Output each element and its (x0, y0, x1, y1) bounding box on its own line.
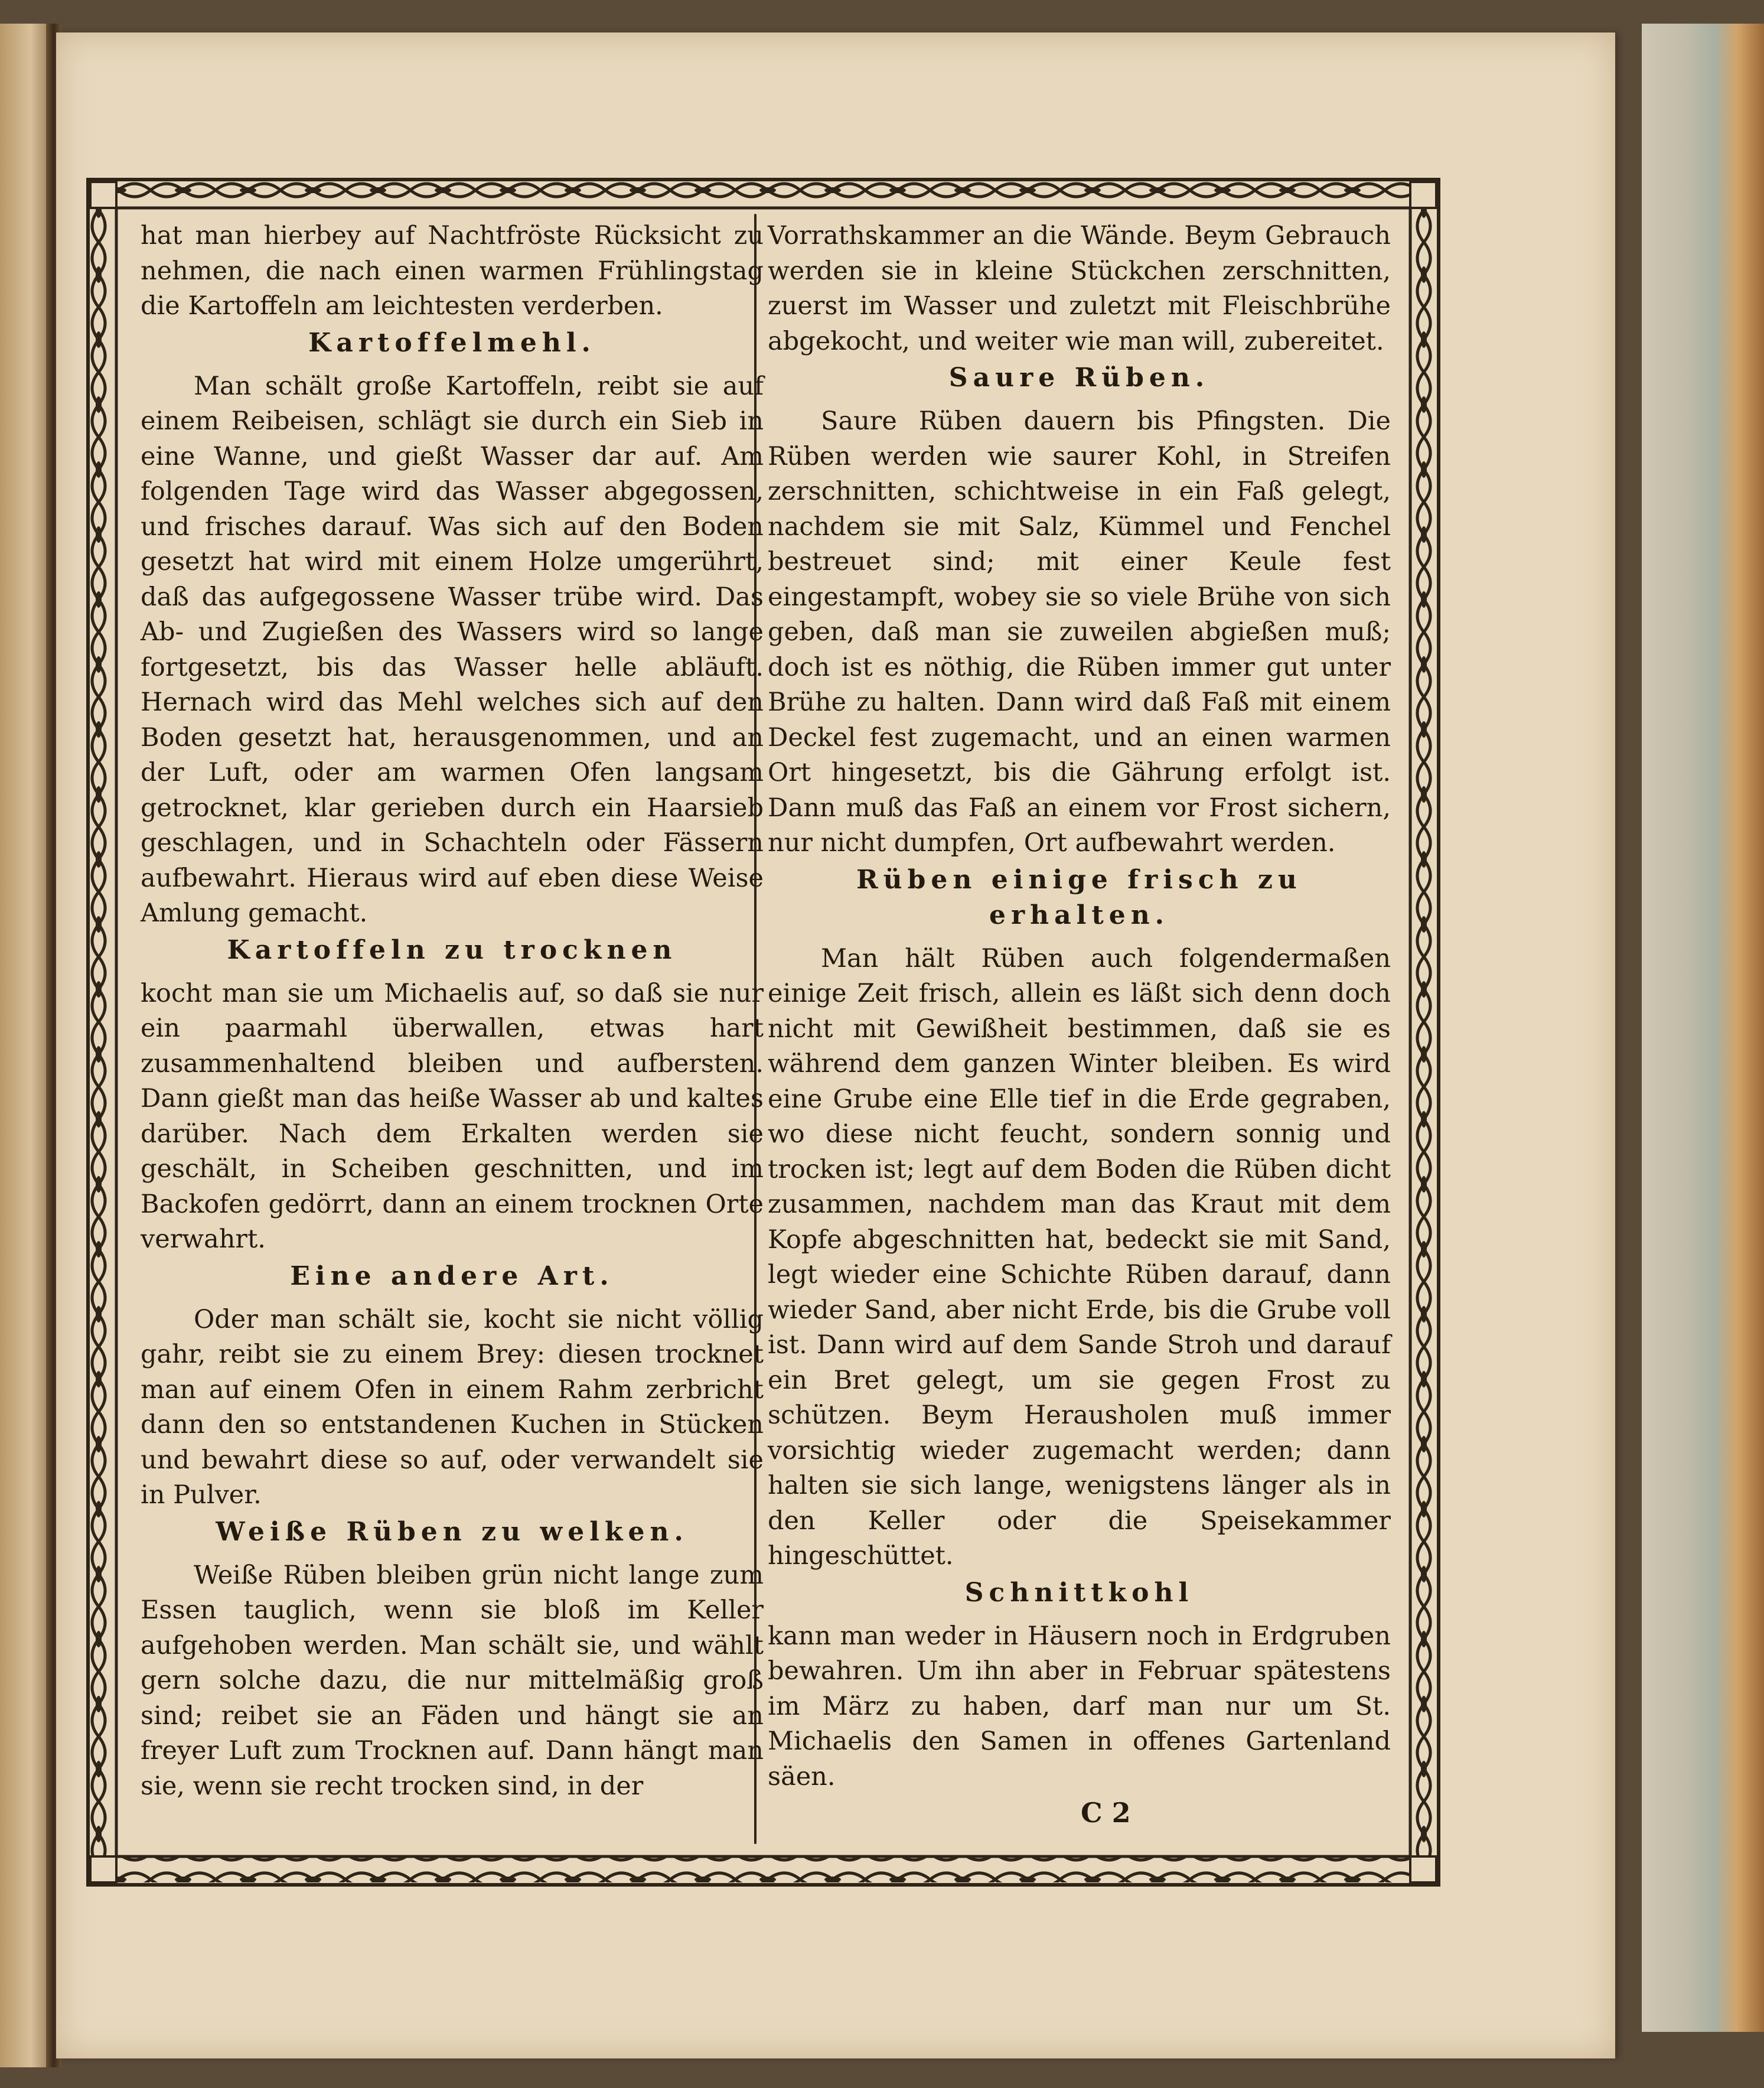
paragraph: kann man weder in Häusern noch in Erdgruben bewahren. Um ihn aber in Februar spätestens im März zu haben, darf man nur um St. Michaelis den Samen in offenes Gartenland säen. (768, 1621, 1391, 1791)
left-text-column (141, 219, 764, 1804)
section-heading: Weiße Rüben zu welken. (216, 1516, 689, 1547)
paragraph: Oder man schält sie, kocht sie nicht völlig gahr, reibt sie zu einem Brey: diesen trocknet man auf einem Ofen in einem Rahm zerbricht dann den so entstandenen Kuchen in Stücken und bewahrt diese so auf, oder verwandelt sie in Pulver. (141, 1304, 764, 1510)
section-heading: Eine andere Art. (290, 1260, 614, 1291)
paragraph: hat man hierbey auf Nachtfröste Rücksicht zu nehmen, die nach einen warmen Frühlingstag die Kartoffeln am leichtesten verderben. (141, 221, 764, 321)
section-heading: Saure Rüben. (948, 363, 1210, 393)
paragraph: kocht man sie um Michaelis auf, so daß sie nur ein paarmahl überwallen, etwas hart zusammenhaltend bleiben und aufbersten. Dann gießt man das heiße Wasser ab und kaltes darüber. Nach dem Erkalten werden sie geschält, in Scheiben geschnitten, und im Backofen gedörrt, dann an einem trocknen Orte verwahrt. (141, 978, 764, 1254)
paragraph: Weiße Rüben bleiben grün nicht lange zum Essen tauglich, wenn sie bloß im Keller aufgehoben werden. Man schält sie, und wählt gern solche dazu, die nur mittelmäßig groß sind; reibet sie an Fäden und hängt sie an freyer Luft zum Trocknen auf. Dann hängt man sie, wenn sie recht trocken sind, in der (141, 1560, 764, 1801)
paragraph: Man hält Rüben auch folgendermaßen einige Zeit frisch, allein es läßt sich denn doch nicht mit Gewißheit bestimmen, daß sie es während dem ganzen Winter bleiben. Es wird eine Grube eine Elle tief in die Erde gegraben, wo diese nicht feucht, sondern sonnig und trocken ist; legt auf dem Boden die Rüben dicht zusammen, nachdem man das Kraut mit dem Kopfe abgeschnitten hat, bedeckt sie mit Sand, legt wieder eine Schichte Rüben darauf, dann wieder Sand, aber nicht Erde, bis die Grube voll ist. Dann wird auf dem Sande Stroh und darauf ein Bret gelegt, um sie gegen Frost zu schützen. Beym Herausholen muß immer vorsichtig wieder zugemacht werden; dann halten sie sich lange, wenigstens länger als in den Keller oder die Speisekammer hingeschüttet. (768, 943, 1391, 1571)
book-back-cover-edge (1642, 24, 1764, 2032)
signature-mark: C 2 (1081, 1797, 1131, 1829)
section-heading: Kartoffelmehl. (308, 327, 596, 358)
section-heading: Schnittkohl (964, 1577, 1194, 1608)
paragraph: Man schält große Kartoffeln, reibt sie auf einem Reibeisen, schlägt sie durch ein Sieb in eine Wanne, und gießt Wasser dar auf. Am folgenden Tage wird das Wasser abgegossen, und frisches darauf. Was sich auf den Boden gesetzt hat wird mit einem Holze umgerührt, daß das aufgegossene Wasser trübe wird. Das Ab- und Zugießen des Wassers wird so lange fortgesetzt, bis das Wasser helle abläuft. Hernach wird das Mehl welches sich auf den Boden gesetzt hat, herausgenommen, und an der Luft, oder am warmen Ofen langsam getrocknet, klar gerieben durch ein Haarsieb geschlagen, und in Schachteln oder Fässern aufbewahrt. Hieraus wird auf eben diese Weise Amlung gemacht. (141, 371, 764, 928)
paragraph: Vorrathskammer an die Wände. Beym Gebrauch werden sie in kleine Stückchen zerschnitten, zuerst im Wasser und zuletzt mit Fleischbrühe abgekocht, und weiter wie man will, zubereitet. (768, 221, 1391, 356)
right-text-column (768, 219, 1391, 1794)
section-heading: Rüben einige frisch zu erhalten. (856, 864, 1302, 930)
section-heading: Kartoffeln zu trocknen (227, 934, 677, 965)
paragraph: Saure Rüben dauern bis Pfingsten. Die Rüben werden wie saurer Kohl, in Streifen zerschnitten, schichtweise in ein Faß gelegt, nachdem sie mit Salz, Kümmel und Fenchel bestreuet sind; mit einer Keule fest eingestampft, wobey sie so viele Brühe von sich geben, daß man sie zuweilen abgießen muß; doch ist es nöthig, die Rüben immer gut unter Brühe zu halten. Dann wird daß Faß mit einem Deckel fest zugemacht, und an einen warmen Ort hingesetzt, bis die Gährung erfolgt ist. Dann muß das Faß an einem vor Frost sichern, nur nicht dumpfen, Ort aufbewahrt werden. (768, 406, 1391, 858)
